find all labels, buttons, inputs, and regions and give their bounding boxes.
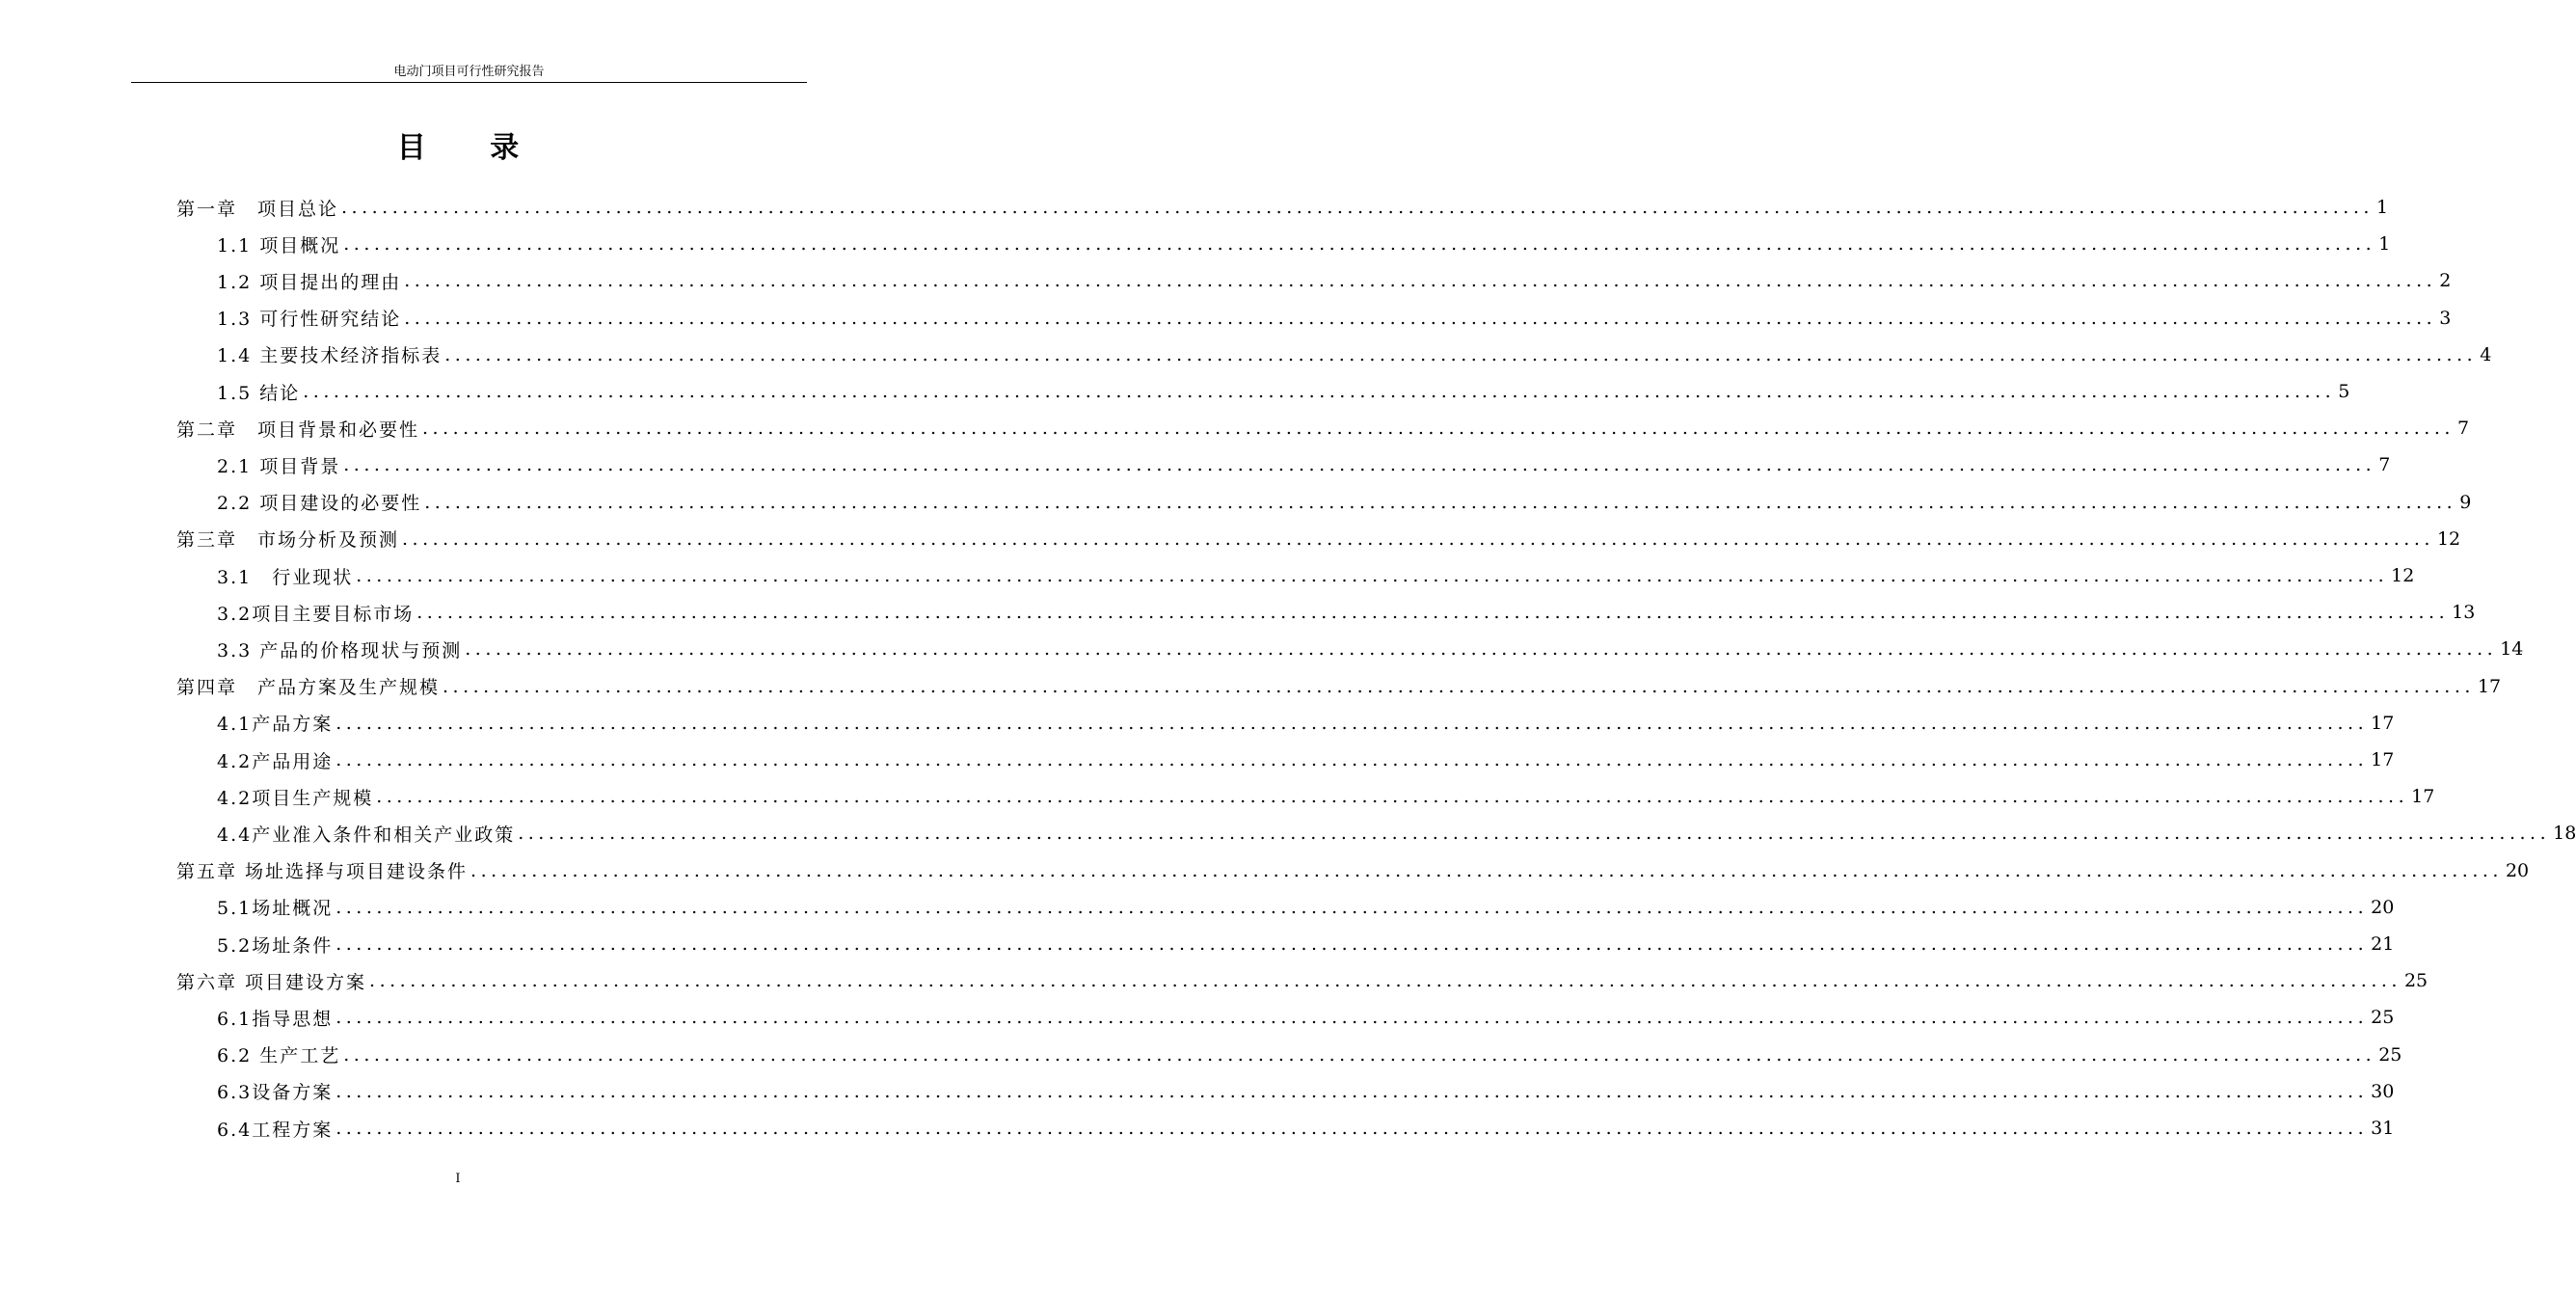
toc-dot-leader: ........................................................................................................................................................................................................ [335,933,2369,955]
toc-entry-title: 1.1 项目概况 [217,234,341,256]
toc-entry-page: 25 [2403,970,2428,992]
toc-entry-page: 17 [2411,786,2435,808]
toc-section-entry[interactable] [217,446,2391,483]
toc-dot-leader: ........................................................................................................................................................................................................ [335,896,2369,918]
toc-entry-title: 第四章 产品方案及生产规模 [176,677,441,699]
header-rule [131,82,807,83]
toc-entry-page: 14 [2500,638,2524,661]
toc-section-entry[interactable] [217,926,2395,962]
toc-chapter-entry[interactable] [176,410,2470,446]
toc-entry-page: 13 [2452,602,2476,624]
toc-section-entry[interactable] [217,742,2395,778]
toc-dot-leader: ........................................................................................................................................................................................................ [303,381,2336,402]
toc-chapter-entry[interactable] [176,852,2530,889]
toc-entry-title: 6.3设备方案 [217,1082,334,1104]
toc-entry-page: 31 [2371,1118,2395,1139]
toc-section-entry[interactable] [217,631,2524,667]
toc-section-entry[interactable] [217,484,2472,521]
toc-section-entry[interactable] [217,705,2395,742]
page-header: 电动门项目可行性研究报告 [393,65,545,79]
toc-dot-leader: ........................................................................................................................................................................................................ [343,454,2376,476]
toc-dot-leader: ........................................................................................................................................................................................................ [356,565,2389,586]
toc-section-entry[interactable] [217,1037,2402,1073]
toc-entry-page: 25 [2371,1007,2395,1029]
toc-entry-title: 4.2产品用途 [217,750,334,772]
toc-entry-page: 20 [2505,859,2530,881]
toc-dot-leader: ........................................................................................................................................................................................................ [518,823,2551,845]
toc-dot-leader: ........................................................................................................................................................................................................ [444,343,2478,365]
toc-entry-title: 3.3 产品的价格现状与预测 [217,639,463,662]
toc-dot-leader: ........................................................................................................................................................................................................ [416,602,2450,624]
toc-dot-leader: ........................................................................................................................................................................................................ [335,712,2369,734]
toc-entry-page: 17 [2371,712,2395,734]
toc-entry-title: 4.2项目生产规模 [217,787,374,809]
toc-dot-leader: ........................................................................................................................................................................................................ [369,970,2402,992]
toc-entry-page: 5 [2338,381,2350,402]
toc-entry-title: 1.2 项目提出的理由 [217,271,402,293]
toc-dot-leader: ........................................................................................................................................................................................................ [343,233,2376,256]
toc-entry-title: 6.4工程方案 [217,1119,334,1141]
toc-entry-title: 4.4产业准入条件和相关产业政策 [217,824,516,846]
toc-section-entry[interactable] [217,889,2395,926]
toc-dot-leader: ........................................................................................................................................................................................................ [335,1080,2369,1102]
toc-entry-title: 4.1产品方案 [217,714,334,736]
toc-entry-page: 3 [2439,307,2452,329]
toc-chapter-entry[interactable] [176,521,2461,557]
toc-section-entry[interactable] [217,1073,2395,1110]
toc-entry-page: 1 [2375,197,2389,218]
toc-chapter-entry[interactable] [176,962,2428,999]
toc-entry-page: 4 [2480,343,2492,365]
toc-entry-title: 1.3 可行性研究结论 [217,309,402,331]
toc-section-entry[interactable] [217,594,2476,631]
toc-entry-page: 18 [2553,823,2576,845]
toc-section-entry[interactable] [217,373,2350,410]
toc-entry-page: 12 [2436,527,2461,550]
toc-dot-leader: ........................................................................................................................................................................................................ [470,859,2503,881]
toc-section-entry[interactable] [217,300,2452,337]
toc-section-entry[interactable] [217,815,2576,851]
toc-entry-title: 6.1指导思想 [217,1008,334,1030]
toc-section-entry[interactable] [217,999,2395,1036]
toc-entry-title: 第二章 项目背景和必要性 [176,418,420,441]
toc-entry-page: 17 [2371,749,2395,770]
toc-entry-page: 12 [2391,565,2415,586]
toc-entry-title: 第六章 项目建设方案 [176,971,367,993]
toc-entry-page: 25 [2378,1043,2402,1066]
toc-entry-title: 5.1场址概况 [217,898,334,920]
toc-entry-page: 9 [2459,491,2472,513]
toc-entry-title: 3.2项目主要目标市场 [217,603,415,625]
toc-entry-title: 第五章 场址选择与项目建设条件 [176,861,469,883]
toc-dot-leader: ........................................................................................................................................................................................................ [404,307,2437,329]
toc-chapter-entry[interactable] [176,668,2502,705]
toc-entry-page: 7 [2378,454,2391,476]
toc-entry-title: 1.5 结论 [217,382,301,404]
toc-chapter-entry[interactable] [176,189,2389,226]
toc-entry-title: 1.4 主要技术经济指标表 [217,345,443,367]
toc-dot-leader: ........................................................................................................................................................................................................ [335,1007,2369,1029]
toc-dot-leader: ........................................................................................................................................................................................................ [341,197,2374,218]
toc-entry-title: 2.1 项目背景 [217,455,341,477]
toc-section-entry[interactable] [217,557,2415,594]
toc-entry-page: 20 [2371,896,2395,918]
toc-entry-page: 7 [2456,418,2470,440]
toc-entry-page: 1 [2378,233,2391,256]
toc-entry-page: 2 [2439,270,2452,292]
toc-dot-leader: ........................................................................................................................................................................................................ [402,527,2434,550]
toc-section-entry[interactable] [217,778,2435,815]
toc-entry-title: 3.1 行业现状 [217,566,354,588]
toc-dot-leader: ........................................................................................................................................................................................................ [335,749,2369,770]
toc-section-entry[interactable] [217,226,2391,262]
toc-entry-page: 17 [2477,675,2502,697]
toc-entry-page: 21 [2371,933,2395,955]
toc-dot-leader: ........................................................................................................................................................................................................ [424,491,2457,513]
toc-dot-leader: ........................................................................................................................................................................................................ [465,638,2498,661]
toc-entry-page: 30 [2371,1080,2395,1102]
page-title: 目 录 [396,131,547,165]
toc-dot-leader: ........................................................................................................................................................................................................ [404,270,2437,292]
toc-entry-title: 第一章 项目总论 [176,198,339,220]
toc-section-entry[interactable] [217,262,2452,299]
toc-dot-leader: ........................................................................................................................................................................................................ [343,1043,2376,1066]
toc-dot-leader: ........................................................................................................................................................................................................ [443,675,2475,697]
toc-section-entry[interactable] [217,337,2492,373]
page-number: I [455,1172,461,1186]
toc-dot-leader: ........................................................................................................................................................................................................ [422,418,2455,440]
toc-entry-title: 2.2 项目建设的必要性 [217,493,422,515]
toc-dot-leader: ........................................................................................................................................................................................................ [335,1118,2369,1139]
toc-entry-title: 6.2 生产工艺 [217,1045,341,1067]
toc-entry-title: 第三章 市场分析及预测 [176,529,400,552]
toc-entry-title: 5.2场址条件 [217,934,334,957]
toc-section-entry[interactable] [217,1110,2395,1147]
toc-dot-leader: ........................................................................................................................................................................................................ [376,786,2409,808]
